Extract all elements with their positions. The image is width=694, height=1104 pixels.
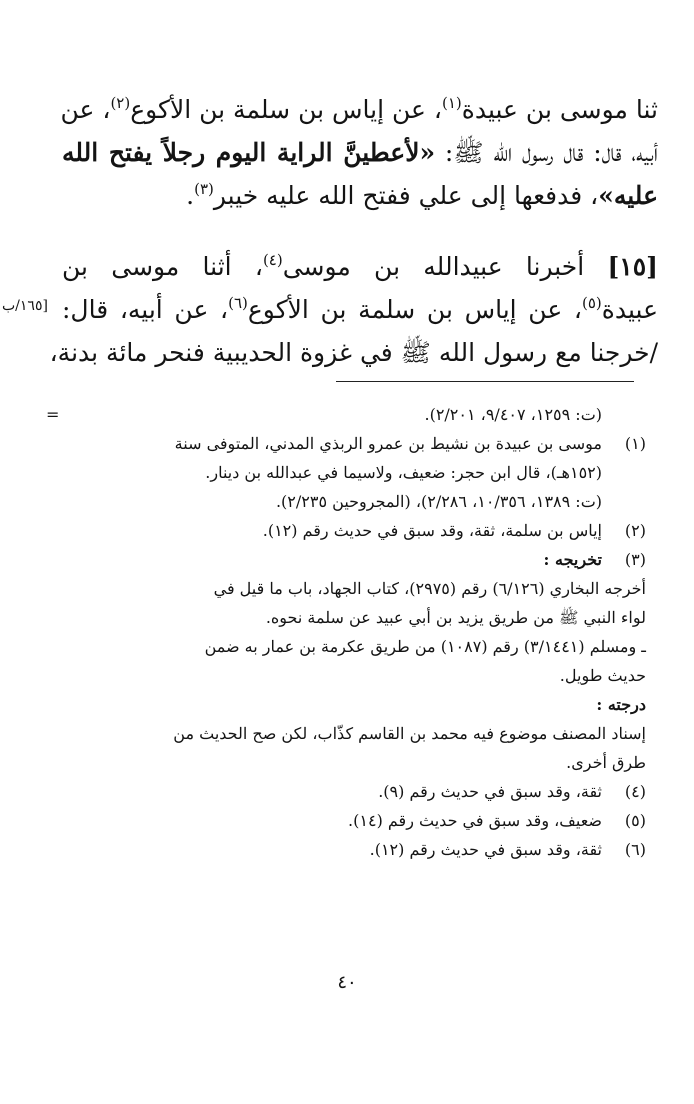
text-line: /خرجنا مع رسول الله ﷺ في غزوة الحديبية فنحر مائة بدنة، — [49, 338, 658, 367]
footnote-number: (٥) — [624, 811, 646, 830]
text-line: [١٥] أخبرنا عبيدالله بن موسى$^{(٤)}$، أثنا موسى بن — [62, 251, 658, 281]
footnote-1: (١) موسى بن عبيدة بن نشيط بن عمرو الربذي المدني، المتوفى سنة (١٥٢هـ)، قال ابن حجر: ضعيف، ولاسيما في عبدالله بن دينار. (ت: ١٣٨٩، ١٠/٣٥٦، ٢/٢٨٦)، (المجروحين ٢/٢٣٥). — [52, 429, 646, 516]
paragraph-hadith-15 — [49, 245, 658, 374]
footnote-3-body: أخرجه البخاري (٦/١٢٦) رقم (٢٩٧٥)، كتاب الجهاد، باب ما قيل في لواء النبي ﷺ من طريق يزيد بن أبي عبيد عن سلمة نحوه. ـ ومسلم (٣/١٤٤١) رقم (١٠٨٧) من طريق عكرمة بن عمار به ضمن حديث طويل. درجته : إسناد المصنف موضوع فيه محمد بن القاسم كذّاب، لكن صح الحديث من طرق أخرى. — [52, 574, 646, 777]
footnote-number: (٢) — [624, 521, 646, 540]
footnote-ref[interactable]: (١) — [441, 94, 462, 112]
continuation-mark: = — [46, 405, 60, 424]
hadith-quote: عليه» — [598, 181, 658, 210]
footnote-subheading: درجته : — [596, 695, 646, 714]
footnote-continuation: (ت: ١٢٥٩، ٩/٤٠٧، ٢/٢٠١). — [424, 405, 602, 424]
footnote-2: (٢) إياس بن سلمة، ثقة، وقد سبق في حديث رقم (١٢). — [52, 516, 646, 545]
footnote-3 — [52, 545, 646, 574]
page-number: ٤٠ — [337, 972, 357, 993]
hadith-number: [١٥] — [607, 252, 658, 281]
footnote-divider — [336, 381, 634, 382]
footnote-ref[interactable]: (٢) — [110, 94, 131, 112]
footnote-ref[interactable]: (٤) — [262, 251, 283, 269]
footnotes — [52, 400, 646, 864]
footnote-heading: تخريجه : — [543, 550, 602, 569]
manuscript-folio-marker: [١٦٥/ب — [2, 298, 48, 314]
hadith-quote: «لأعطينَّ الراية اليوم رجلاً يفتح الله — [62, 138, 436, 167]
footnote-ref[interactable]: (٣) — [194, 180, 214, 198]
footnote-6: (٦) ثقة، وقد سبق في حديث رقم (١٢). — [52, 835, 646, 864]
footnote-number: (١) — [624, 434, 646, 453]
text-line: عبيدة$^{(٥)}$، عن إياس بن سلمة بن الأكوع$^{(٦)}$، عن أبيه، قال: — [62, 294, 658, 324]
text-line: عليه»، فدفعها إلى علي ففتح الله عليه خيبر$^{(٣)}$. — [186, 180, 658, 210]
footnote-ref[interactable]: (٦) — [228, 294, 248, 312]
footnote-4: (٤) ثقة، وقد سبق في حديث رقم (٩). — [52, 777, 646, 806]
footnote-number: (٤) — [624, 782, 646, 801]
text-line: أبيه، قال: قال رسول الله ﷺ: «لأعطينَّ الراية اليوم رجلاً يفتح الله — [62, 138, 658, 167]
text-line: ثنا موسى بن عبيدة$^{(١)}$، عن إياس بن سلمة بن الأكوع$^{(٢)}$، عن — [60, 94, 658, 124]
footnote-number: (٣) — [624, 550, 646, 569]
footnote-ref[interactable]: (٥) — [581, 294, 602, 312]
paragraph-hadith-14 — [62, 88, 658, 217]
footnote-5: (٥) ضعيف، وقد سبق في حديث رقم (١٤). — [52, 806, 646, 835]
footnote-number: (٦) — [624, 840, 646, 859]
